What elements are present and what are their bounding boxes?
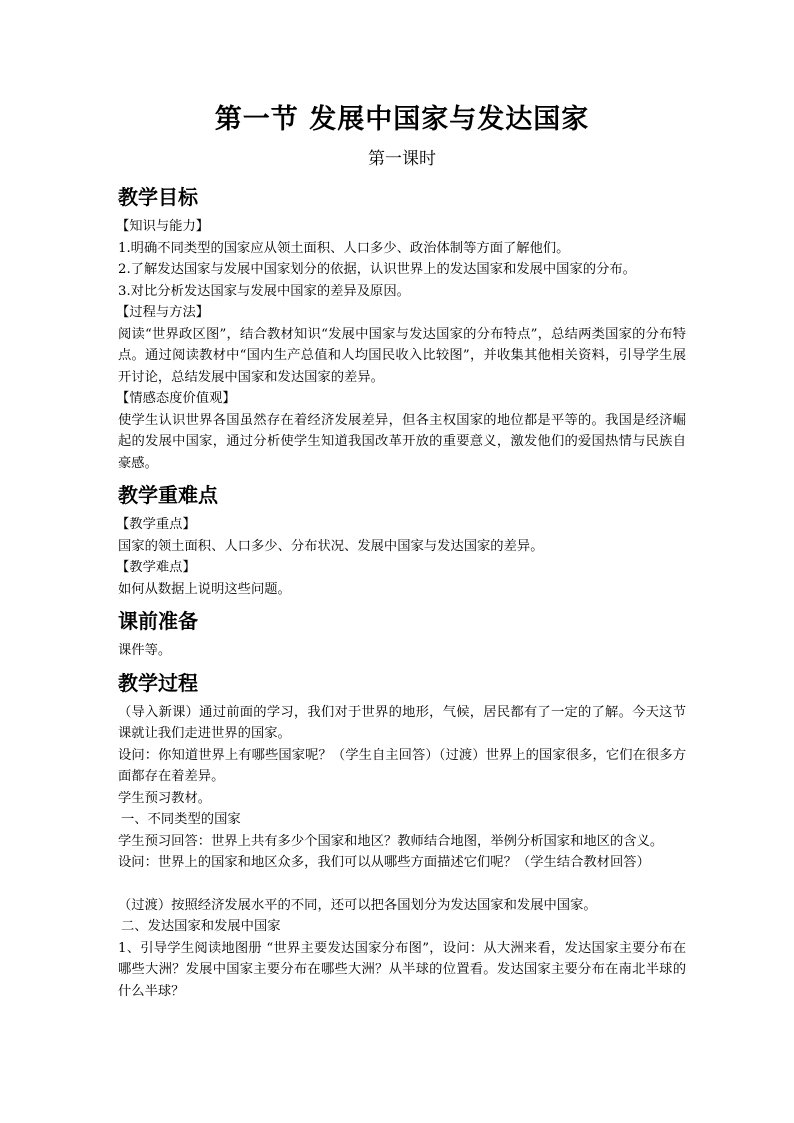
process-paragraph-map: 1、引导学生阅读地图册 “世界主要发达国家分布图”，设问：从大洲来看，发达国家主要分布在哪些大洲？发展中国家主要分布在哪些大洲？从半球的位置看。发达国家主要分布在南北半球的什么半球？: [118, 940, 686, 999]
preparation-text: 课件等。: [118, 643, 172, 658]
heading-preparation: 课前准备: [118, 609, 198, 633]
label-teaching-difficulty: 【教学难点】: [116, 560, 196, 575]
process-paragraph-preview: 学生预习教材。: [118, 790, 212, 806]
document-subtitle: 第一课时: [368, 149, 436, 169]
label-process-method: 【过程与方法】: [116, 305, 210, 320]
blank-line: [118, 874, 686, 895]
label-knowledge-ability: 【知识与能力】: [116, 219, 210, 234]
teaching-focus-text: 国家的领土面积、人口多少、分布状况、发展中国家与发达国家的差异。: [118, 538, 544, 554]
label-teaching-focus: 【教学重点】: [116, 517, 196, 532]
goal-item-3: 3.对比分析发达国家与发展中国家的差异及原因。: [118, 283, 410, 299]
process-paragraph-transition: （过渡）按照经济发展水平的不同，还可以把各国划分为发达国家和发展中国家。: [118, 897, 597, 913]
heading-teaching-goals: 教学目标: [118, 185, 198, 209]
process-paragraph-countries: 学生预习回答：世界上共有多少个国家和地区？教师结合地图，举例分析国家和地区的含义。: [118, 833, 664, 849]
emotion-values-text: 使学生认识世界各国虽然存在着经济发展差异，但各主权国家的地位都是平等的。我国是经济崛起的发展中国家，通过分析使学生知道我国改革开放的重要意义，激发他们的爱国热情与民族自豪感。: [118, 412, 686, 471]
process-paragraph-intro: （导入新课）通过前面的学习，我们对于世界的地形，气候，居民都有了一定的了解。今天这节课就让我们走进世界的国家。: [118, 704, 686, 741]
document-title: 第一节 发展中国家与发达国家: [214, 104, 590, 135]
heading-teaching-process: 教学过程: [118, 670, 198, 695]
goal-item-1: 1.明确不同类型的国家应从领土面积、人口多少、政治体制等方面了解他们。: [118, 240, 570, 256]
process-method-text: 阅读“世界政区图”，结合教材知识“发展中国家与发达国家的分布特点”，总结两类国家的分布特点。通过阅读教材中“国内生产总值和人均国民收入比较图”，并收集其他相关资料，引导学生展开讨论，总结发展中国家和发达国家的差异。: [118, 326, 686, 385]
heading-key-points: 教学重难点: [118, 483, 218, 507]
teaching-difficulty-text: 如何从数据上说明这些问题。: [118, 581, 291, 597]
process-subheading-2: 二、发达国家和发展中国家: [121, 919, 281, 934]
document-page: [118, 100, 686, 1002]
label-emotion-values: 【情感态度价值观】: [116, 391, 236, 406]
process-subheading-1: 一、不同类型的国家: [121, 812, 241, 827]
process-paragraph-describe: 设问：世界上的国家和地区众多，我们可以从哪些方面描述它们呢？（学生结合教材回答）: [118, 855, 650, 870]
process-paragraph-question: 设问：你知道世界上有哪些国家呢？（学生自主回答）（过渡）世界上的国家很多，它们在很多方面都存在着差异。: [118, 747, 686, 784]
goal-item-2: 2.了解发达国家与发展中国家划分的依据，认识世界上的发达国家和发展中国家的分布。: [118, 262, 636, 277]
